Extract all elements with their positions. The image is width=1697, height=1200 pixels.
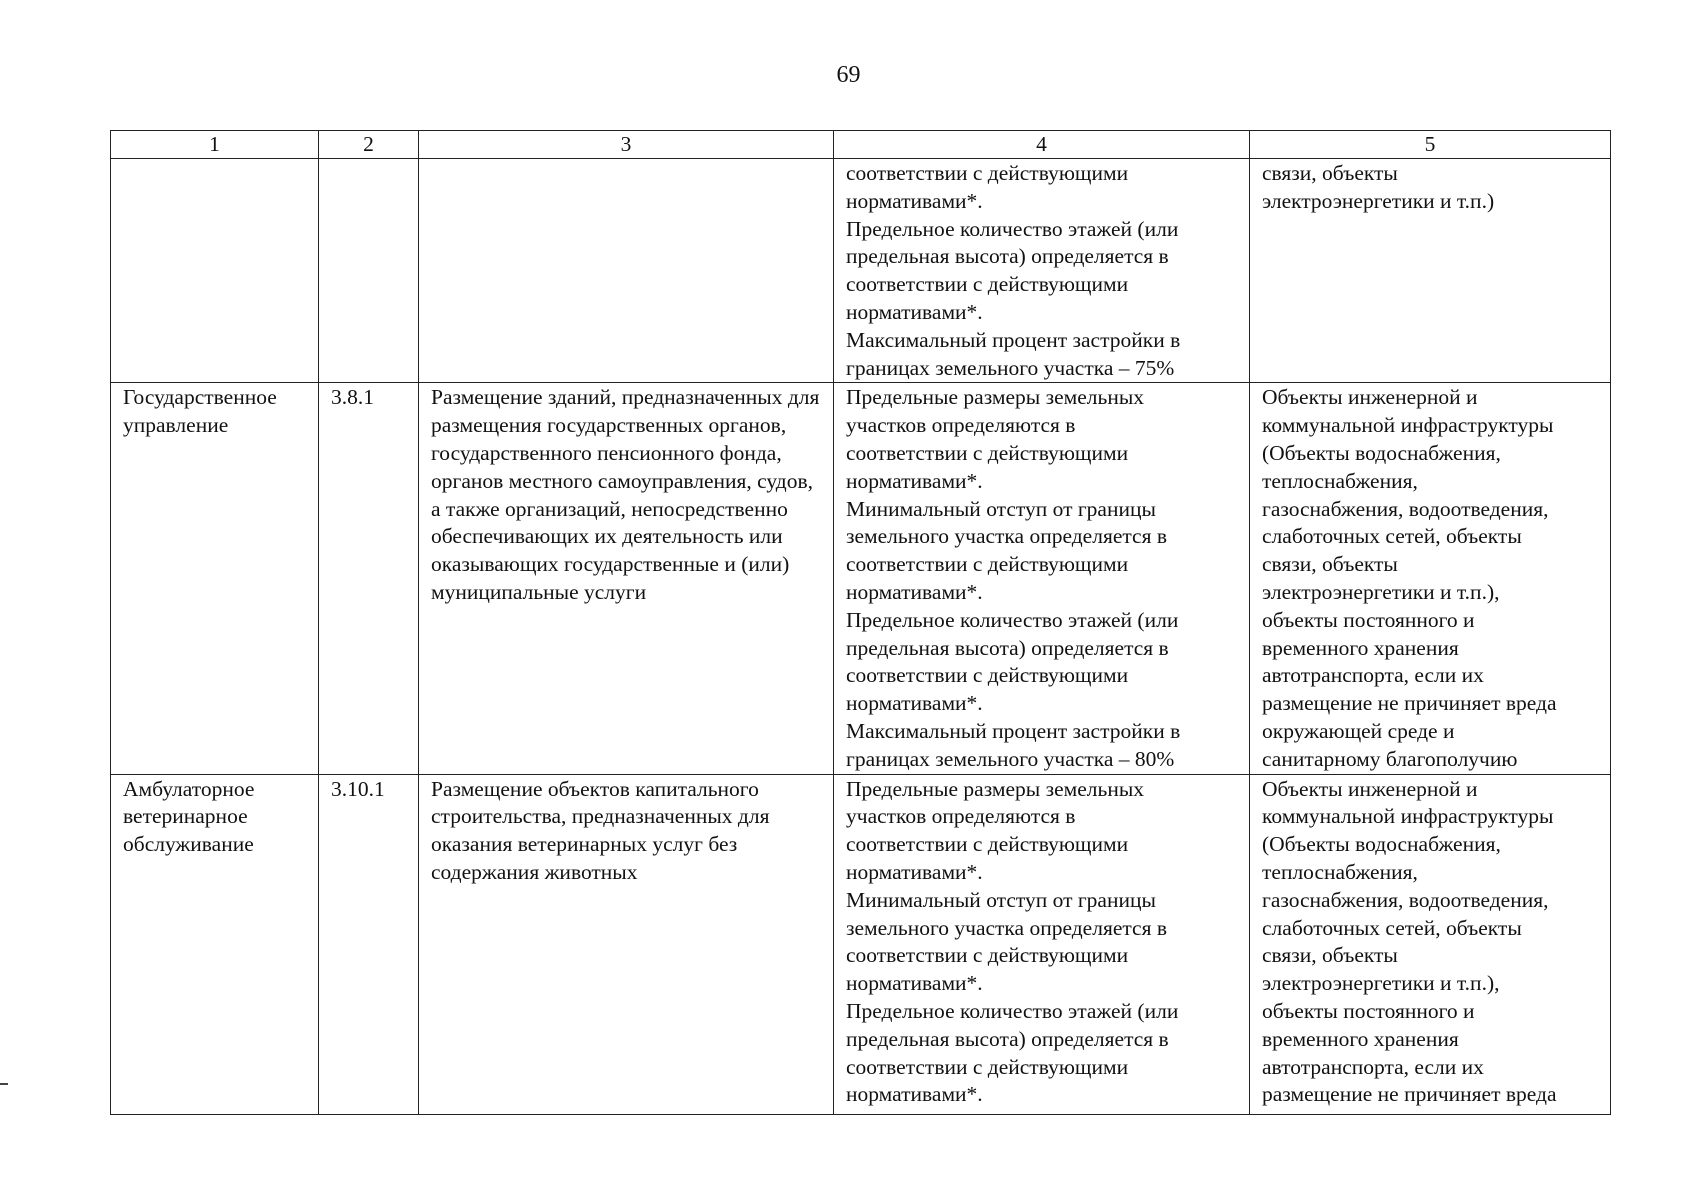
auxiliary-line: электроэнергетики и т.п.) bbox=[1262, 188, 1495, 213]
auxiliary-line: объекты постоянного и bbox=[1262, 998, 1475, 1023]
page-number: 69 bbox=[836, 62, 861, 88]
table-row bbox=[111, 774, 1611, 1114]
parameters-line: предельная высота) определяется в bbox=[846, 1026, 1169, 1051]
auxiliary-line: теплоснабжения, bbox=[1262, 468, 1418, 493]
parameters-line: границах земельного участка – 75% bbox=[846, 355, 1175, 380]
parameters-line: участков определяются в bbox=[846, 413, 1076, 438]
column-header-4: 4 bbox=[834, 131, 1250, 159]
parameters-line: соответствии с действующими bbox=[846, 161, 1129, 185]
parameters-line: нормативами*. bbox=[846, 1082, 983, 1107]
use-name-cell: Амбулаторное ветеринарное обслуживание bbox=[111, 774, 319, 1114]
auxiliary-line: (Объекты водоснабжения, bbox=[1262, 440, 1501, 465]
auxiliary-line: автотранспорта, если их bbox=[1262, 1054, 1484, 1079]
parameters-cell bbox=[834, 159, 1250, 383]
parameters-line: соответствии с действующими bbox=[846, 663, 1129, 688]
use-description-cell: Размещение зданий, предназначенных для размещения государственных органов, государственного пенсионного фонда, органов местного самоуправления, судов, а также организаций, непосредственно обеспечивающих их деятельность или оказывающих государственные и (или) муниципальные услуги bbox=[419, 383, 834, 774]
table-row bbox=[111, 383, 1611, 774]
parameters-line: нормативами*. bbox=[846, 579, 983, 604]
auxiliary-line: электроэнергетики и т.п.), bbox=[1262, 971, 1500, 996]
parameters-line: соответствии с действующими bbox=[846, 832, 1129, 857]
auxiliary-line: автотранспорта, если их bbox=[1262, 663, 1484, 688]
land-use-table bbox=[110, 130, 1611, 1115]
table-header-row bbox=[111, 131, 1611, 159]
parameters-line: Минимальный отступ от границы bbox=[846, 887, 1156, 912]
parameters-line: Минимальный отступ от границы bbox=[846, 496, 1156, 521]
auxiliary-line: размещение не причиняет вреда bbox=[1262, 691, 1557, 716]
column-header-2: 2 bbox=[319, 131, 419, 159]
use-code-cell bbox=[319, 159, 419, 383]
auxiliary-line: слаботочных сетей, объекты bbox=[1262, 915, 1522, 940]
auxiliary-line: временного хранения bbox=[1262, 635, 1459, 660]
parameters-line: участков определяются в bbox=[846, 804, 1076, 829]
parameters-line: Предельное количество этажей (или bbox=[846, 216, 1179, 241]
parameters-line: нормативами*. bbox=[846, 299, 983, 324]
parameters-line: Предельные размеры земельных bbox=[846, 385, 1145, 410]
use-name-cell bbox=[111, 159, 319, 383]
auxiliary-line: газоснабжения, водоотведения, bbox=[1262, 887, 1549, 912]
auxiliary-line: электроэнергетики и т.п.), bbox=[1262, 579, 1500, 604]
column-header-5: 5 bbox=[1250, 131, 1611, 159]
parameters-line: соответствии с действующими bbox=[846, 272, 1129, 297]
auxiliary-uses-cell bbox=[1250, 383, 1611, 774]
auxiliary-line: Объекты инженерной и bbox=[1262, 776, 1478, 801]
auxiliary-line: окружающей среде и bbox=[1262, 718, 1455, 743]
parameters-line: соответствии с действующими bbox=[846, 943, 1129, 968]
parameters-line: предельная высота) определяется в bbox=[846, 635, 1169, 660]
parameters-line: нормативами*. bbox=[846, 468, 983, 493]
column-header-3: 3 bbox=[419, 131, 834, 159]
parameters-line: границах земельного участка – 80% bbox=[846, 746, 1175, 771]
auxiliary-line: временного хранения bbox=[1262, 1026, 1459, 1051]
auxiliary-line: связи, объекты bbox=[1262, 943, 1398, 968]
parameters-line: Предельное количество этажей (или bbox=[846, 607, 1179, 632]
parameters-cell bbox=[834, 383, 1250, 774]
parameters-line: соответствии с действующими bbox=[846, 1054, 1129, 1079]
parameters-line: предельная высота) определяется в bbox=[846, 244, 1169, 269]
table-row bbox=[111, 159, 1611, 383]
parameters-line: нормативами*. bbox=[846, 188, 983, 213]
parameters-line: земельного участка определяется в bbox=[846, 524, 1167, 549]
use-name-cell: Государственное управление bbox=[111, 383, 319, 774]
parameters-line: Максимальный процент застройки в bbox=[846, 327, 1181, 352]
auxiliary-line: объекты постоянного и bbox=[1262, 607, 1475, 632]
parameters-line: нормативами*. bbox=[846, 691, 983, 716]
auxiliary-line: санитарному благополучию bbox=[1262, 746, 1518, 771]
scan-margin-mark bbox=[0, 1083, 8, 1085]
parameters-cell bbox=[834, 774, 1250, 1114]
auxiliary-line: связи, объекты bbox=[1262, 552, 1398, 577]
auxiliary-uses-cell bbox=[1250, 774, 1611, 1114]
parameters-line: Предельные размеры земельных bbox=[846, 776, 1145, 801]
auxiliary-uses-cell bbox=[1250, 159, 1611, 383]
parameters-line: нормативами*. bbox=[846, 971, 983, 996]
auxiliary-line: слаботочных сетей, объекты bbox=[1262, 524, 1522, 549]
auxiliary-line: теплоснабжения, bbox=[1262, 859, 1418, 884]
auxiliary-line: размещение не причиняет вреда bbox=[1262, 1082, 1557, 1107]
auxiliary-line: газоснабжения, водоотведения, bbox=[1262, 496, 1549, 521]
parameters-line: земельного участка определяется в bbox=[846, 915, 1167, 940]
parameters-line: Максимальный процент застройки в bbox=[846, 718, 1181, 743]
parameters-line: соответствии с действующими bbox=[846, 440, 1129, 465]
use-code-cell: 3.8.1 bbox=[319, 383, 419, 774]
auxiliary-line: связи, объекты bbox=[1262, 161, 1398, 185]
parameters-line: нормативами*. bbox=[846, 859, 983, 884]
parameters-line: Предельное количество этажей (или bbox=[846, 998, 1179, 1023]
auxiliary-line: коммунальной инфраструктуры bbox=[1262, 804, 1554, 829]
use-code-cell: 3.10.1 bbox=[319, 774, 419, 1114]
use-description-cell: Размещение объектов капитального строительства, предназначенных для оказания ветеринарных услуг без содержания животных bbox=[419, 774, 834, 1114]
parameters-line: соответствии с действующими bbox=[846, 552, 1129, 577]
auxiliary-line: коммунальной инфраструктуры bbox=[1262, 413, 1554, 438]
use-description-cell bbox=[419, 159, 834, 383]
column-header-1: 1 bbox=[111, 131, 319, 159]
auxiliary-line: Объекты инженерной и bbox=[1262, 385, 1478, 410]
auxiliary-line: (Объекты водоснабжения, bbox=[1262, 832, 1501, 857]
